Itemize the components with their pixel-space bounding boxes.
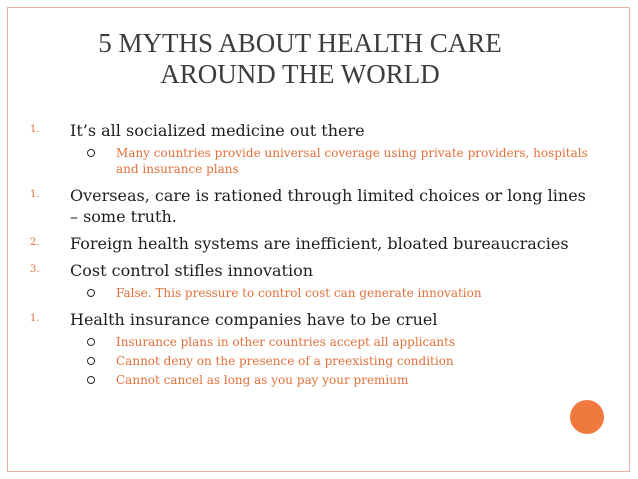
bullet-number: 1. [30, 313, 40, 324]
bullet-level2 [30, 372, 590, 388]
ring-bullet-icon [87, 357, 95, 365]
bullet-level2 [30, 285, 590, 301]
sub-bullet-text: Cannot cancel as long as you pay your premium [116, 373, 409, 387]
sub-bullet-text: Cannot deny on the presence of a preexisting condition [116, 354, 454, 368]
sub-bullet-text: Many countries provide universal coverage using private providers, hospitals and insurance plans [116, 146, 588, 176]
bullet-level1 [30, 309, 590, 330]
list-item [30, 233, 590, 254]
sub-bullet-text: False. This pressure to control cost can generate innovation [116, 286, 482, 300]
title-line-1: 5 MYTHS ABOUT HEALTH CARE [98, 28, 502, 58]
list-item [30, 120, 590, 177]
bullet-text: Health insurance companies have to be cruel [70, 310, 438, 329]
list-item [30, 260, 590, 301]
ring-bullet-icon [87, 376, 95, 384]
bullet-text: Overseas, care is rationed through limited choices or long lines – some truth. [70, 186, 586, 226]
bullet-level1 [30, 260, 590, 281]
bullet-number: 1. [30, 124, 40, 135]
bullet-level2 [30, 334, 590, 350]
bullet-text: Foreign health systems are inefficient, bloated bureaucracies [70, 234, 569, 253]
bullet-level1 [30, 185, 590, 227]
bullet-number: 3. [30, 264, 40, 275]
bullet-number: 1. [30, 189, 40, 200]
decorative-circle-icon [570, 400, 604, 434]
list-item [30, 309, 590, 388]
ring-bullet-icon [87, 289, 95, 297]
bullet-level2 [30, 353, 590, 369]
ring-bullet-icon [87, 338, 95, 346]
bullet-text: Cost control stifles innovation [70, 261, 314, 280]
bullet-list [30, 120, 590, 388]
title-line-2: AROUND THE WORLD [160, 59, 440, 89]
sub-bullet-text: Insurance plans in other countries accept all applicants [116, 335, 456, 349]
slide-title [40, 28, 560, 90]
bullet-level2 [30, 145, 590, 177]
list-item [30, 185, 590, 227]
bullet-text: It’s all socialized medicine out there [70, 121, 365, 140]
bullet-number: 2. [30, 237, 40, 248]
bullet-level1 [30, 120, 590, 141]
ring-bullet-icon [87, 149, 95, 157]
bullet-level1 [30, 233, 590, 254]
